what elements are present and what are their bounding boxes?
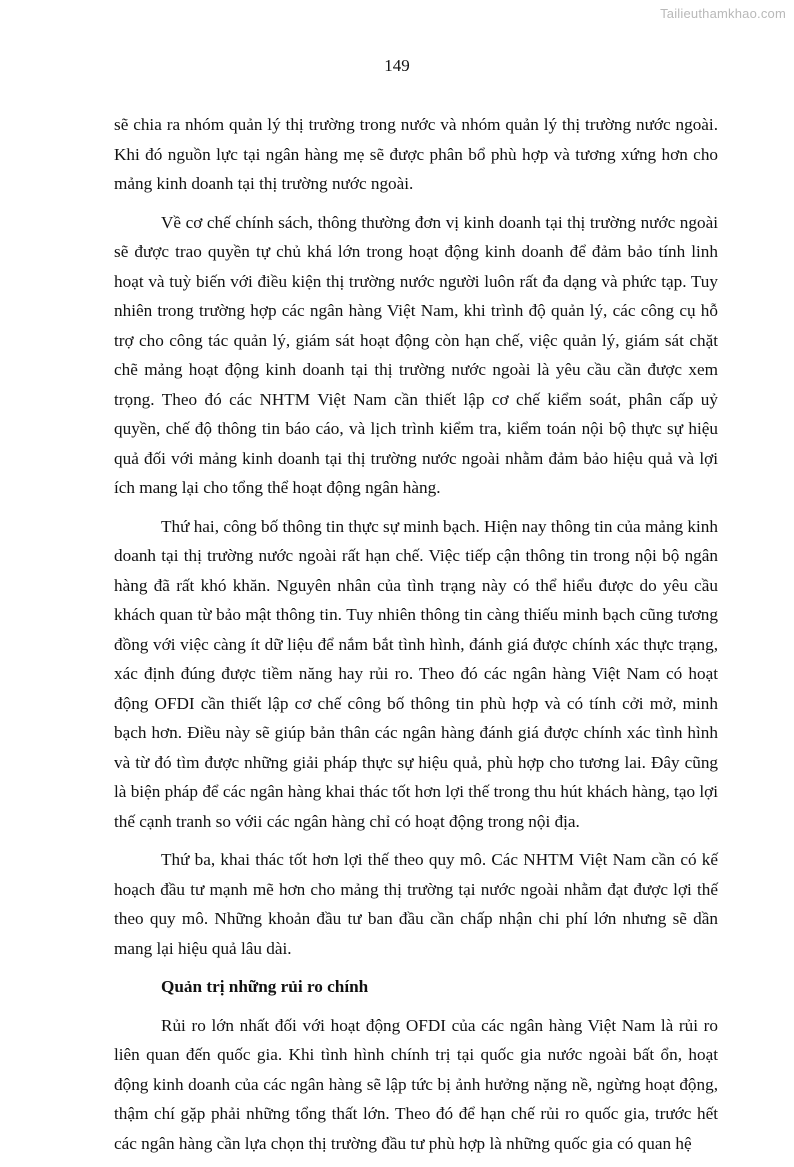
watermark: Tailieuthamkhao.com	[660, 6, 786, 21]
body-text	[114, 110, 718, 1167]
paragraph-policy-mechanism: Về cơ chế chính sách, thông thường đơn vị kinh doanh tại thị trường nước ngoài sẽ được trao quyền tự chủ khá lớn trong hoạt động kinh doanh để đảm bảo tính linh hoạt và tuỳ biến với điều kiện thị trường nước người luôn rất đa dạng và phức tạp. Tuy nhiên trong trường hợp các ngân hàng Việt Nam, khi trình độ quản lý, các công cụ hỗ trợ cho công tác quản lý, giám sát hoạt động còn hạn chế, việc quản lý, giám sát chặt chẽ mảng hoạt động kinh doanh tại thị trường nước ngoài là yêu cầu cần được xem trọng. Theo đó các NHTM Việt Nam cần thiết lập cơ chế kiểm soát, phân cấp uỷ quyền, chế độ thông tin báo cáo, và lịch trình kiểm tra, kiểm toán nội bộ thực sự hiệu quả đối với mảng kinh doanh tại thị trường nước ngoài nhằm đảm bảo hiệu quả và lợi ích mang lại cho tổng thể hoạt động ngân hàng.	[114, 212, 718, 497]
paragraph-continuation: sẽ chia ra nhóm quản lý thị trường trong nước và nhóm quản lý thị trường nước ngoài. Khi đó nguồn lực tại ngân hàng mẹ sẽ được phân bổ phù hợp và tương xứng hơn cho mảng kinh doanh tại thị trường nước ngoài.	[114, 115, 718, 193]
paragraph-economies-of-scale: Thứ ba, khai thác tốt hơn lợi thế theo quy mô. Các NHTM Việt Nam cần có kế hoạch đầu tư mạnh mẽ hơn cho mảng thị trường tại nước ngoài nhằm đạt được lợi thế theo quy mô. Những khoản đầu tư ban đầu cần chấp nhận chi phí lớn nhưng sẽ dần mang lại hiệu quả lâu dài.	[114, 850, 718, 958]
paragraph-information-disclosure: Thứ hai, công bố thông tin thực sự minh bạch. Hiện nay thông tin của mảng kinh doanh tại thị trường nước ngoài rất hạn chế. Việc tiếp cận thông tin trong nội bộ ngân hàng đã rất khó khăn. Nguyên nhân của tình trạng này có thể hiểu được do yêu cầu khách quan từ bảo mật thông tin. Tuy nhiên thông tin càng thiếu minh bạch cũng tương đồng với việc càng ít dữ liệu để nắm bắt tình hình, đánh giá được chính xác thực trạng, xác định đúng được tiềm năng hay rủi ro. Theo đó các ngân hàng Việt Nam có hoạt động OFDI cần thiết lập cơ chế công bố thông tin phù hợp và có tính cởi mở, minh bạch hơn. Điều này sẽ giúp bản thân các ngân hàng đánh giá được chính xác tình hình và từ đó tìm được những giải pháp thực sự hiệu quả, phù hợp cho tương lai. Đây cũng là biện pháp để các ngân hàng khai thác tốt hơn lợi thế trong thu hút khách hàng, tạo lợi thế cạnh tranh so vớii các ngân hàng chỉ có hoạt động trong nội địa.	[114, 516, 718, 831]
paragraph-country-risk: Rủi ro lớn nhất đối với hoạt động OFDI của các ngân hàng Việt Nam là rủi ro liên quan đến quốc gia. Khi tình hình chính trị tại quốc gia nước ngoài bất ổn, hoạt động kinh doanh của các ngân hàng sẽ lập tức bị ảnh hưởng nặng nề, ngừng hoạt động, thậm chí gặp phải những tổng thất lớn. Theo đó để hạn chế rủi ro quốc gia, trước hết các ngân hàng cần lựa chọn thị trường đầu tư phù hợp là những quốc gia có quan hệ	[114, 1015, 718, 1153]
section-heading: Quản trị những rủi ro chính	[161, 977, 369, 996]
page-number: 149	[384, 56, 410, 75]
